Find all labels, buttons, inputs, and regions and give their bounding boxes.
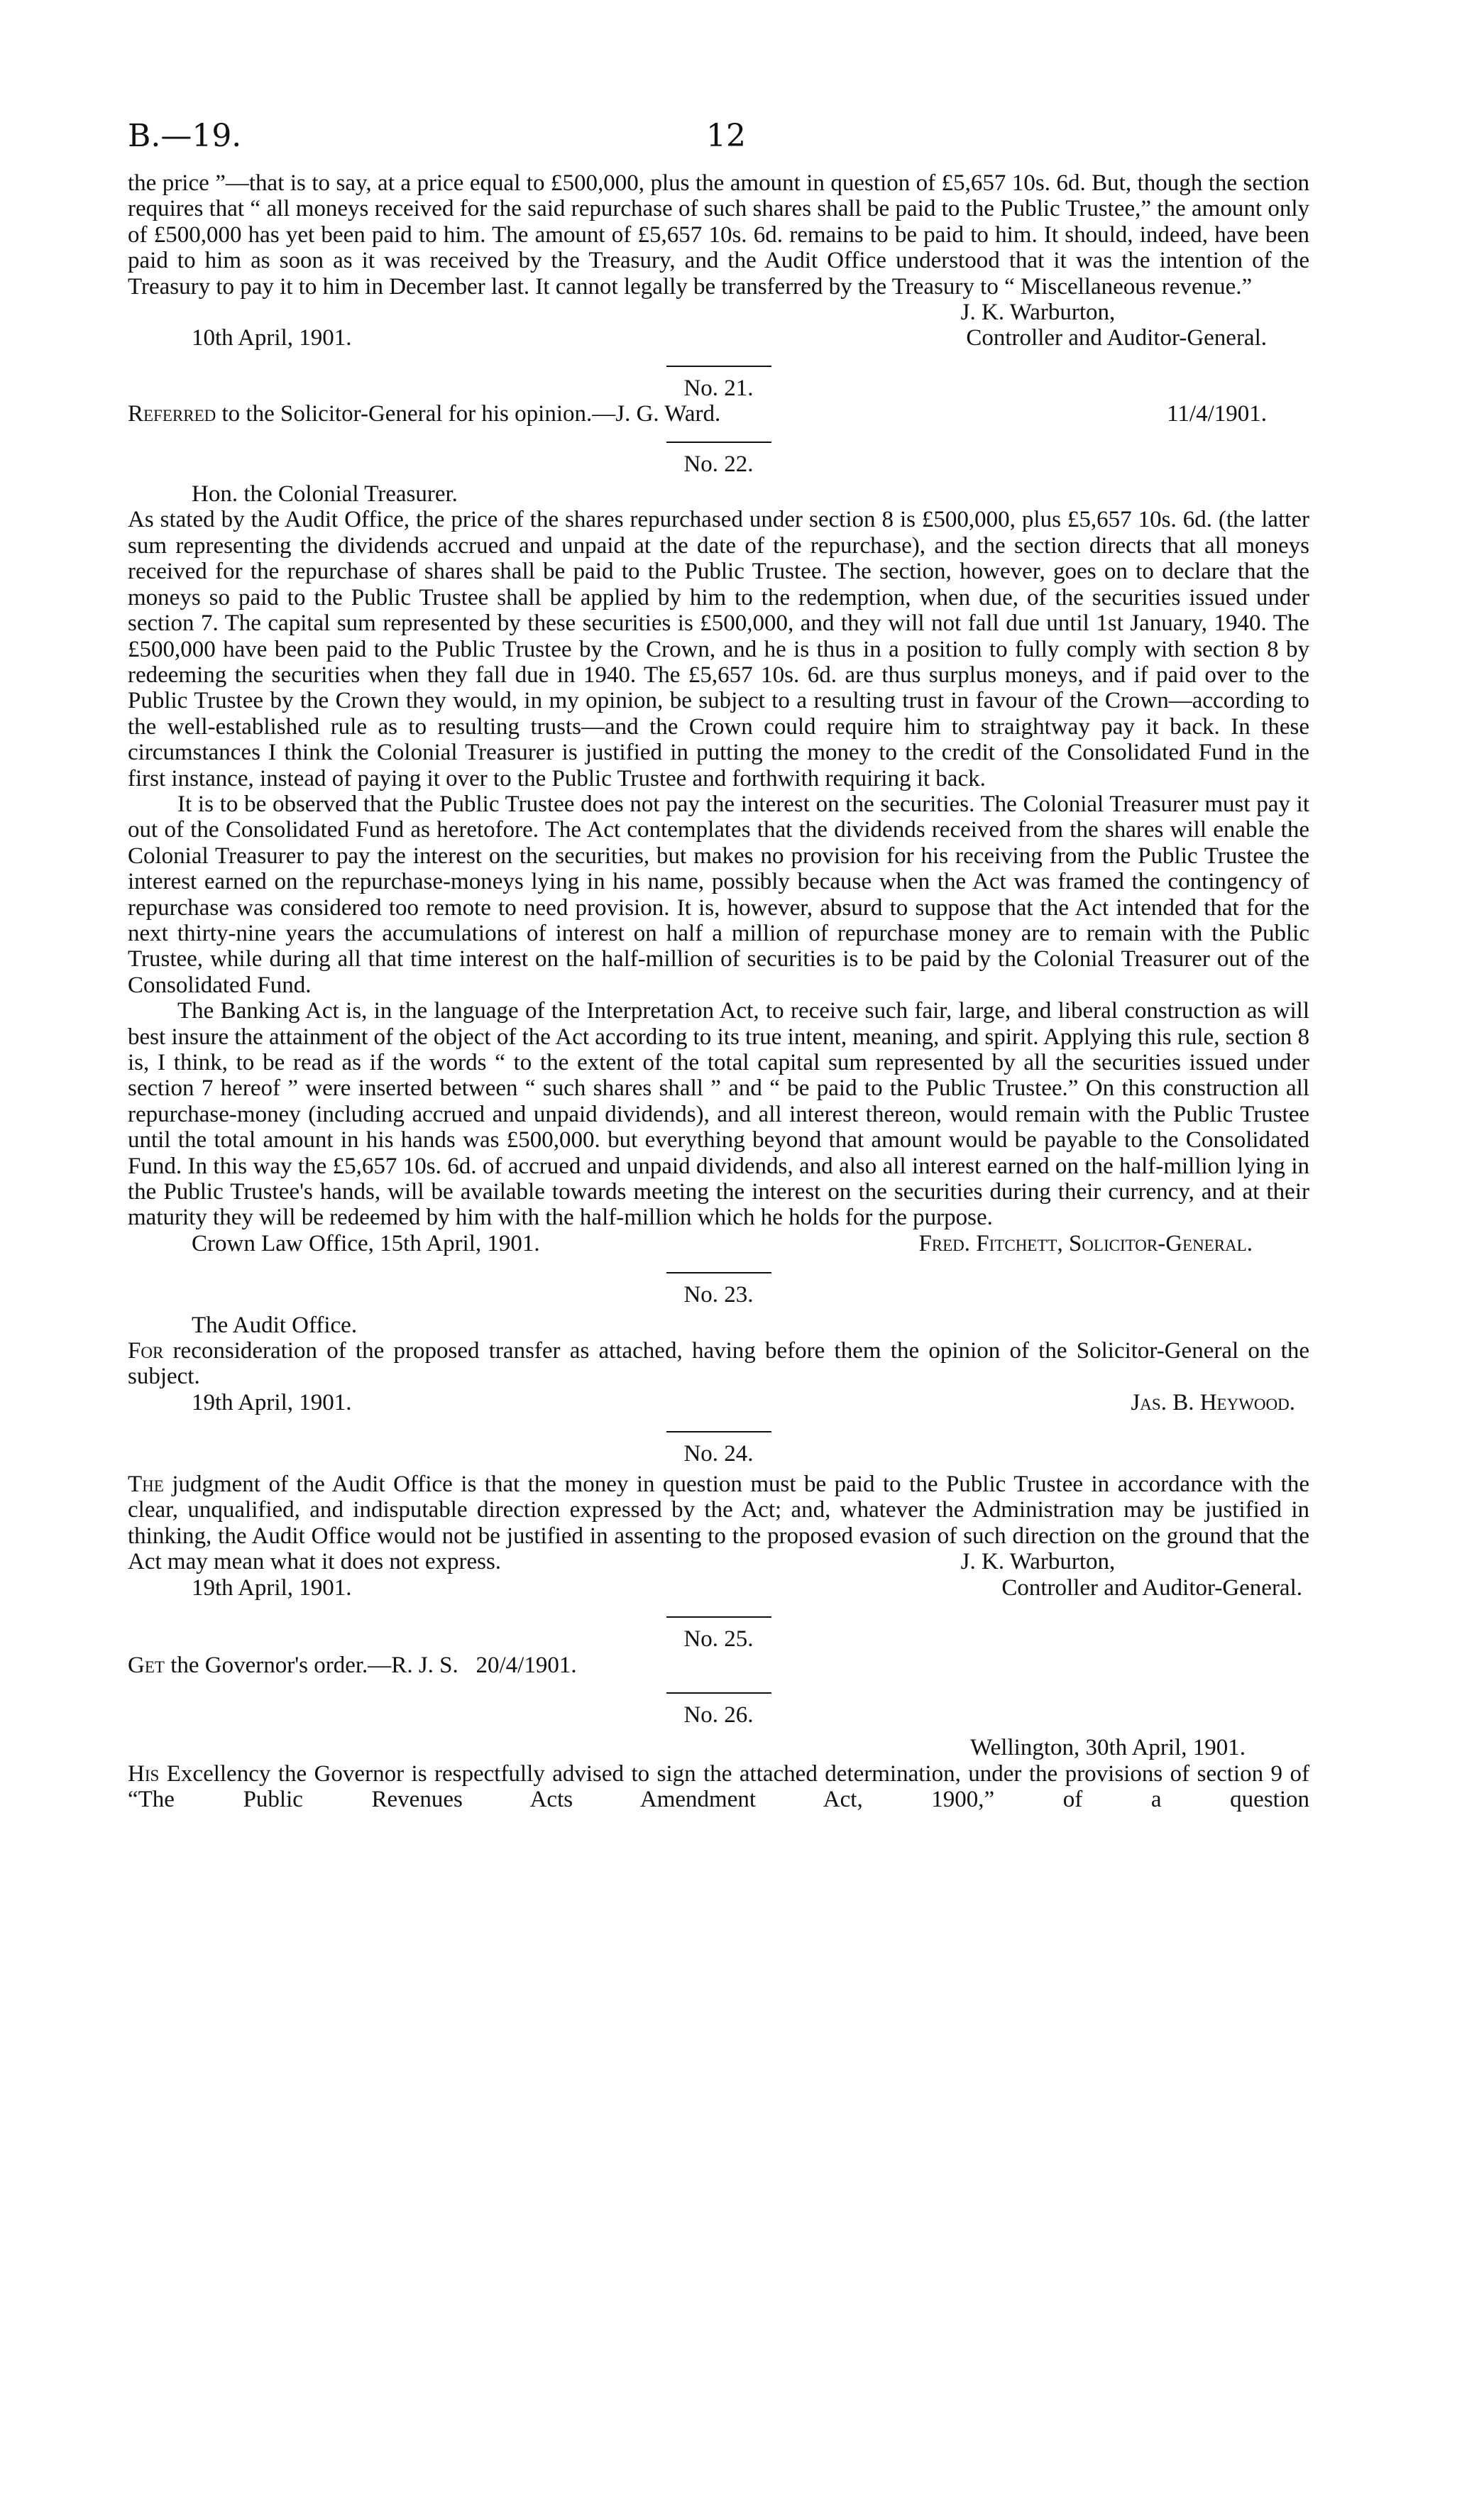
- continuation-paragraph: the price ”—that is to say, at a price equal to £500,000, plus the amount in question of £5,657 10s. 6d. But, though the section requires that “ all moneys received for the said repurchase of such shares shall be paid to the Public Trustee,” the amount only of £500,000 has yet been paid to him. The amount of £5,657 10s. 6d. remains to be paid to him. It should, indeed, have been paid to him as soon as it was received by the Treasury, and the Audit Office understood that it was the intention of the Treasury to pay it to him in December last. It cannot legally be transferred by the Treasury to “ Miscellaneous revenue.”: [128, 170, 1309, 300]
- section-number-26: No. 26.: [683, 1702, 754, 1728]
- lead-word: Get: [128, 1652, 165, 1678]
- section-21-date: 11/4/1901.: [1167, 401, 1267, 427]
- signature-row: [128, 1575, 1309, 1601]
- section-divider: [666, 1692, 771, 1694]
- lead-word: The: [128, 1471, 164, 1497]
- signature-title: Controller and Auditor-General.: [966, 325, 1267, 351]
- paragraph: It is to be observed that the Public Trustee does not pay the interest on the securities. The Colonial Treasurer must pay it out of the Consolidated Fund as heretofore. The Act contemplates that the dividends received from the shares will enable the Colonial Treasurer to pay the interest on the securities, but makes no provision for his receiving from the Public Trustee the interest earned on the repurchase-moneys lying in his name, possibly because when the Act was framed the contingency of repurchase was considered too remote to need provision. It is, however, absurd to suppose that the Act intended that for the next thirty-nine years the accumulations of interest on half a million of repurchase money are to remain with the Public Trustee, while during all that time interest on the half-million of securities is to be paid by the Colonial Treasurer out of the Consolidated Fund.: [128, 791, 1309, 998]
- paragraph: [128, 1761, 1309, 1813]
- section-divider: [666, 1272, 771, 1273]
- section-number-22: No. 22.: [683, 451, 754, 477]
- page-header: [128, 118, 1405, 168]
- document-reference: B.—19.: [128, 118, 242, 154]
- place-date: Crown Law Office, 15th April, 1901.: [192, 1230, 540, 1256]
- section-divider: [666, 366, 771, 367]
- signature-title: Controller and Auditor-General.: [1001, 1574, 1302, 1601]
- body-text: the Governor's order.—R. J. S. 20/4/1901.: [164, 1652, 577, 1678]
- section-number-25: No. 25.: [683, 1626, 754, 1653]
- signature-name: J. K. Warburton,: [960, 300, 1116, 326]
- page-number: 12: [706, 118, 746, 154]
- section-divider: [666, 442, 771, 443]
- body-text: to the Solicitor-General for his opinion.—J. G. Ward.: [216, 401, 721, 427]
- signature: Jas. B. Heywood.: [1131, 1389, 1295, 1415]
- signature-name: J. K. Warburton,: [960, 1549, 1116, 1575]
- section-21-text: [128, 401, 720, 427]
- lead-word: His: [128, 1760, 160, 1787]
- body-text: Excellency the Governor is respectfully advised to sign the attached determination, under the provisions of section 9 of “The Public Revenues Acts Amendment Act, 1900,” of a question: [128, 1760, 1309, 1813]
- section-number-21: No. 21.: [683, 375, 754, 401]
- addressee: The Audit Office.: [192, 1312, 358, 1338]
- section-divider: [666, 1431, 771, 1432]
- paragraph: As stated by the Audit Office, the price of the shares repurchased under section 8 is £500,000, plus £5,657 10s. 6d. (the latter sum representing the dividends accrued and unpaid at the date of the repurchase), and the section directs that all moneys received for the repurchase of shares shall be paid to the Public Trustee. The section, however, goes on to declare that the moneys so paid to the Public Trustee shall be applied by him to the redemption, when due, of the securities issued under section 7. The capital sum represented by these securities is £500,000, and they will not fall due until 1st January, 1940. The £500,000 have been paid to the Public Trustee by the Crown, and he is thus in a position to fully comply with section 8 by redeeming the securities when they fall due in 1940. The £5,657 10s. 6d. are thus surplus moneys, and if paid over to the Public Trustee by the Crown they would, in my opinion, be subject to a resulting trust in favour of the Crown—according to the well-established rule as to resulting trusts—and the Crown could require him to straightway pay it back. In these circumstances I think the Colonial Treasurer is justified in putting the money to the credit of the Consolidated Fund in the first instance, instead of paying it over to the Public Trustee and forthwith requiring it back.: [128, 507, 1309, 791]
- letter-date: 19th April, 1901.: [192, 1574, 352, 1601]
- body-text: reconsideration of the proposed transfer as attached, having before them the opinion of the Solicitor-General on the subject.: [128, 1338, 1309, 1390]
- signature-row: [128, 1231, 1309, 1256]
- section-divider: [666, 1616, 771, 1618]
- letter-date: 19th April, 1901.: [192, 1389, 352, 1415]
- addressee: Hon. the Colonial Treasurer.: [192, 481, 458, 508]
- signature: Fred. Fitchett, Solicitor-General.: [918, 1230, 1253, 1256]
- section-21-line: [128, 401, 1309, 427]
- paragraph: [128, 1653, 1309, 1678]
- paragraph: [128, 1338, 1309, 1390]
- lead-word: For: [128, 1338, 164, 1364]
- body-text: judgment of the Audit Office is that the money in question must be paid to the Public Trustee in accordance with the clear, unqualified, and indisputable direction expressed by the Act; and, whatever the Administration may be justified in thinking, the Audit Office would not be justified in assenting to the proposed evasion of such direction on the ground that the Act may mean what it does not express.: [128, 1471, 1309, 1574]
- place-date: Wellington, 30th April, 1901.: [970, 1735, 1246, 1761]
- document-body: [128, 170, 1309, 1813]
- signature-row: [128, 1390, 1309, 1415]
- paragraph: The Banking Act is, in the language of the Interpretation Act, to receive such fair, large, and liberal construction as will best insure the attainment of the object of the Act according to its true intent, meaning, and spirit. Applying this rule, section 8 is, I think, to be read as if the words “ to the extent of the total capital sum represented by all the securities issued under section 7 hereof ” were inserted between “ such shares shall ” and “ be paid to the Public Trustee.” On this construction all repurchase-money (including accrued and unpaid dividends), and all interest thereon, would remain with the Public Trustee until the total amount in his hands was £500,000. but everything beyond that amount would be payable to the Consolidated Fund. In this way the £5,657 10s. 6d. of accrued and unpaid dividends, and also all interest earned on the half-million lying in the Public Trustee's hands, will be available towards meeting the interest on the securities during their currency, and at their maturity they will be redeemed by him with the half-million which he holds for the purpose.: [128, 998, 1309, 1231]
- lead-word: Referred: [128, 401, 216, 427]
- section-number-23: No. 23.: [683, 1282, 754, 1308]
- signature-row: [128, 325, 1309, 351]
- letter-date: 10th April, 1901.: [192, 325, 352, 351]
- section-number-24: No. 24.: [683, 1441, 754, 1467]
